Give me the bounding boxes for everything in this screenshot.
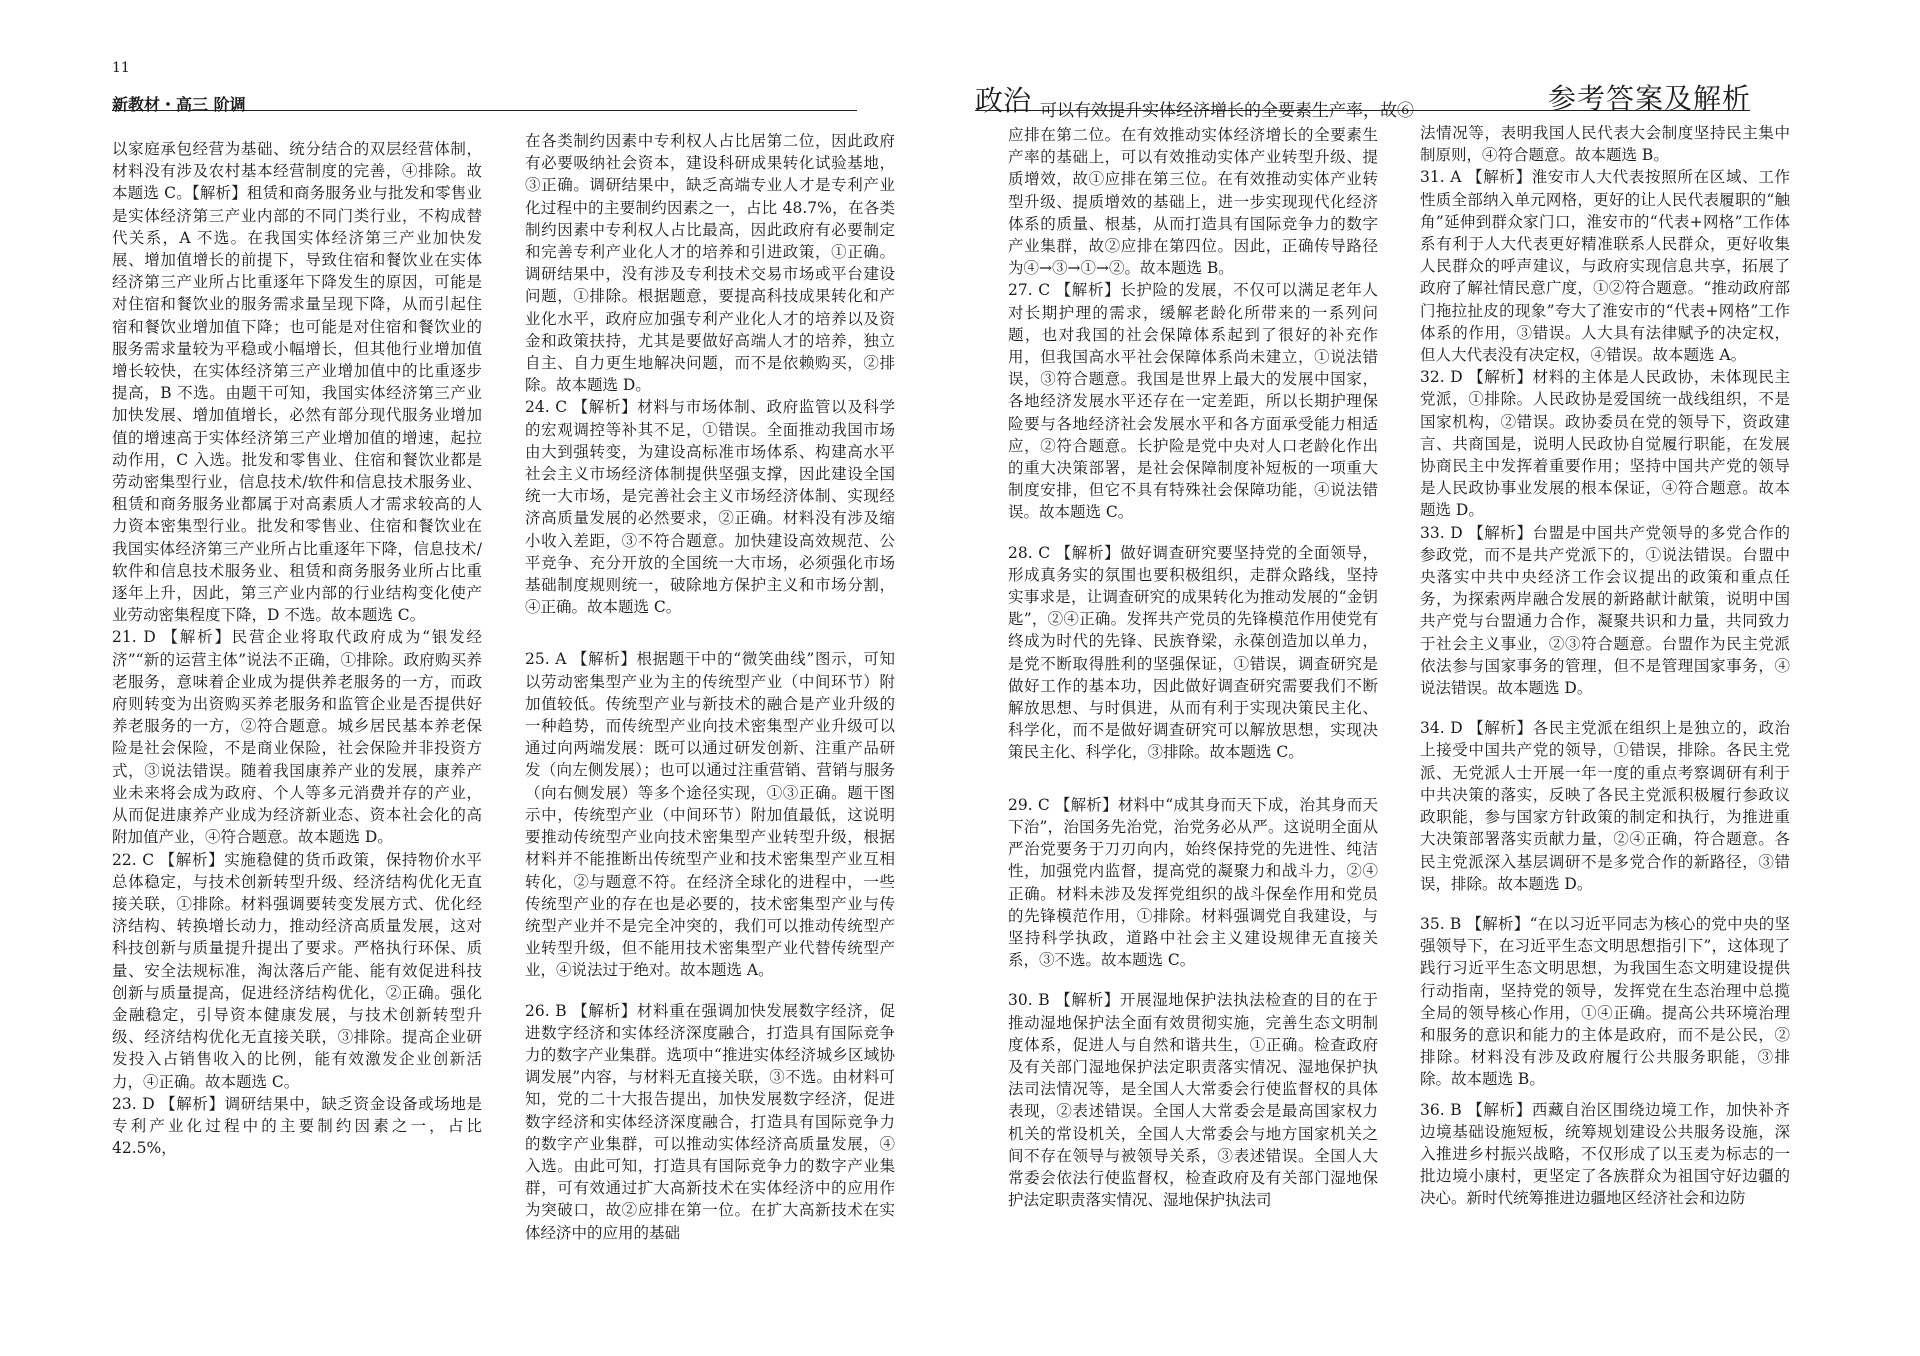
paragraph: 26. B 【解析】材料重在强调加快发展数字经济，促进数字经济和实体经济深度融合，打造具有国际竞争力的数字产业集群。选项中“推进实体经济城乡区域协调发展”内容，与材料无直接关联，③不选。由材料可知，党的二十大报告提出，加快发展数字经济，促进数字经济和实体经济深度融合，打造具有国际竞争力的数字产业集群，可以推动实体经济高质量发展，④入选。由此可知，打造具有国际竞争力的数字产业集群，可有效通过扩大高新技术在实体经济中的应用作为突破口，故②应排在第一位。在扩大高新技术在实体经济中的应用的基础 bbox=[525, 1001, 895, 1242]
header-spill-text: 可以有效提升实体经济增长的全要素生产率，故⑥ bbox=[1040, 101, 1414, 121]
paragraph: 22. C 【解析】实施稳健的货币政策，保持物价水平总体稳定，与技术创新转型升级、经济结构优化无直接关联，①排除。材料强调要转变发展方式、优化经济结构、转换增长动力，推动经济高质量发展，这对科技创新与质量提升提出了要求。严格执行环保、质量、安全法规标准，淘汰落后产能、能有效促进科技创新与质量提高，促进经济结构优化，②正确。强化金融稳定，引导资本健康发展，与技术创新转型升级、经济结构优化无直接关联，③排除。提高企业研发投入占销售收入的比例，能有效激发企业创新活力，④正确。故本题选 C。 bbox=[112, 850, 482, 1091]
header-rule-left bbox=[112, 110, 857, 111]
text-column-4 bbox=[1420, 122, 1790, 1208]
page-number: 11 bbox=[112, 60, 130, 76]
paragraph: 35. B 【解析】“在以习近平同志为核心的党中央的坚强领导下，在习近平生态文明思想指引下”，这体现了践行习近平生态文明思想，为我国生态文明建设提供行动指南，坚持党的领导，发挥党在生态治理中总揽全局的领导核心作用，①④正确。提高公共环境治理和服务的意识和能力的主体是政府，而不是公民，②排除。材料没有涉及政府履行公共服务职能，③排除。故本题选 B。 bbox=[1420, 914, 1790, 1089]
paragraph: 法情况等，表明我国人民代表大会制度坚持民主集中制原则，④符合题意。故本题选 B。 bbox=[1420, 124, 1790, 165]
paragraph: 33. D 【解析】台盟是中国共产党领导的多党合作的参政党，而不是共产党派下的，①说法错误。台盟中央落实中共中央经济工作会议提出的政策和重点任务，为探索两岸融合发展的新路献计献策，说明中国共产党与台盟通力合作，凝聚共识和力量，共同致力于社会主义事业，②③符合题意。台盟作为民主党派依法参与国家事务的管理，但不是管理国家事务，④说法错误。故本题选 D。 bbox=[1420, 523, 1790, 698]
answer-title: 参考答案及解析 bbox=[1548, 82, 1752, 115]
text-column-1 bbox=[112, 138, 482, 1158]
text-column-3 bbox=[1008, 124, 1378, 1210]
paragraph: 32. D 【解析】材料的主体是人民政协，未体现民主党派，①排除。人民政协是爱国统一战线组织，不是国家机构，②错误。政协委员在党的领导下，资政建言、共商国是，说明人民政协自觉履行职能，在发展协商民主中发挥着重要作用；坚持中国共产党的领导是人民政协事业发展的根本保证，④符合题意。故本题选 D。 bbox=[1420, 368, 1790, 520]
paragraph: 36. B 【解析】西藏自治区围绕边境工作，加快补齐边境基础设施短板，统筹规划建设公共服务设施，深入推进乡村振兴战略，不仅形成了以玉麦为标志的一批边境小康村，更坚定了各族群众为祖国守好边疆的决心。新时代统筹推进边疆地区经济社会和边防 bbox=[1420, 1100, 1790, 1208]
paragraph: 25. A 【解析】根据题干中的“微笑曲线”图示，可知以劳动密集型产业为主的传统型产业（中间环节）附加值较低。传统型产业与新技术的融合是产业升级的一种趋势，而传统型产业向技术密集型产业升级可以通过向两端发展：既可以通过研发创新、注重产品研发（向左侧发展）；也可以通过注重营销、营销与服务（向右侧发展）等多个途径实现，①③正确。题干图示中，传统型产业（中间环节）附加值最低，这说明要推动传统型产业向技术密集型产业转型升级，根据材料并不能推断出传统型产业和技术密集型产业互相转化，②与题意不符。在经济全球化的进程中，一些传统型产业的存在也是必要的，技术密集型产业与传统型产业并不是完全冲突的，我们可以推动传统型产业转型升级，但不能用技术密集型产业代替传统型产业，④说法过于绝对。故本题选 A。 bbox=[525, 650, 895, 980]
paragraph: 24. C 【解析】材料与市场体制、政府监管以及科学的宏观调控等补其不足，①错误。全面推动我国市场由大到强转变，为建设高标准市场体系、构建高水平社会主义市场经济体制提供坚强支撑，因此建设全国统一大市场，是完善社会主义市场经济体制、实现经济高质量发展的必然要求，②正确。材料没有涉及缩小收入差距，③不符合题意。加快建设高效规范、公平竞争、充分开放的全国统一大市场，必须强化市场基础制度规则统一，破除地方保护主义和市场分割，④正确。故本题选 C。 bbox=[525, 398, 895, 617]
header-rule-right bbox=[975, 110, 1750, 111]
paragraph: 在各类制约因素中专利权人占比居第二位，因此政府有必要吸纳社会资本，建设科研成果转化试验基地，③正确。调研结果中，缺乏高端专业人才是专利产业化过程中的主要制约因素之一，占比 48.7%，在各类制约因素中专利权人占比最高，因此政府有必要制定和完善专利产业化人才的培养和引进政策，①正确。调研结果中，没有涉及专利技术交易市场或平台建设问题，①排除。根据题意，要提高科技成果转化和产业化水平，政府应加强专利产业化人才的培养以及资金和政策扶持，尤其是要做好高端人才的培养，独立自主、自力更生地解决问题，而不是依赖购买，②排除。故本题选 D。 bbox=[525, 132, 895, 395]
subject-title: 政治 bbox=[975, 84, 1032, 117]
header-left: 新教材・高三 阶调 bbox=[112, 95, 246, 114]
paragraph: 31. A 【解析】淮安市人大代表按照所在区域、工作性质全部纳入单元网格，更好的让人民代表履职的“触角”延伸到群众家门口，淮安市的“代表+网格”工作体系有利于人大代表更好精准联系人民群众，更好收集人民群众的呼声建议，与政府实现信息共享，拓展了政府了解社情民意广度，①②符合题意。“推动政府部门拖拉扯皮的现象”夸大了淮安市的“代表+网格”工作体系的作用，③错误。人大具有法律赋予的决定权，但人大代表没有决定权，④错误。故本题选 A。 bbox=[1420, 168, 1790, 365]
paragraph: 29. C 【解析】材料中“成其身而天下成，治其身而天下治”，治国务先治党，治党务必从严。这说明全面从严治党要务于刀刃向内，始终保持党的先进性、纯洁性，加强党内监督，提高党的凝聚力和战斗力，②④正确。材料未涉及发挥党组织的战斗保垒作用和党员的先锋模范作用，①排除。材料强调党自我建设，与坚持科学执政，道路中社会主义建设规律无直接关系，③不选。故本题选 C。 bbox=[1008, 795, 1378, 970]
paragraph: 23. D 【解析】调研结果中，缺乏资金设备或场地是专利产业化过程中的主要制约因素之一，占比 42.5%， bbox=[112, 1094, 482, 1158]
paragraph: 应排在第二位。在有效推动实体经济增长的全要素生产率的基础上，可以有效推动实体产业转型升级、提质增效，故①应排在第三位。在有效推动实体产业转型升级、提质增效的基础上，进一步实现现代化经济体系的质量、根基，从而打造具有国际竞争力的数字产业集群，故②应排在第四位。因此，正确传导路径为④→③→①→②。故本题选 B。 bbox=[1008, 126, 1378, 278]
paragraph: 28. C 【解析】做好调查研究要坚持党的全面领导，形成真务实的氛围也要积极组织，走群众路线，坚持实事求是，让调查研究的成果转化为推动发展的“金钥匙”，②④正确。发挥共产党员的先锋模范作用使党有终成为时代的先锋、民族脊梁，永葆创造加以单力，是党不断取得胜利的坚强保证，①错误，调查研究是做好工作的基本功，因此做好调查研究需要我们不断解放思想、与时俱进，从而有利于实现决策民主化、科学化，而不是做好调查研究可以解放思想，实现决策民主化、科学化，③排除。故本题选 C。 bbox=[1008, 543, 1378, 762]
paragraph: 21. D 【解析】民营企业将取代政府成为“银发经济”“新的运营主体”说法不正确，①排除。政府购买养老服务，意味着企业成为提供养老服务的一方，而政府则转变为出资购买养老服务和监管企业是否提供好养老服务的一方，②符合题意。城乡居民基本养老保险是社会保险，不是商业保险，社会保险并非投资方式，③说法错误。随着我国康养产业的发展，康养产业未来将会成为政府、个人等多元消费并存的产业，从而促进康养产业成为经济新业态、资本社会化的高附加值产业，④符合题意。故本题选 D。 bbox=[112, 628, 482, 847]
paragraph: 30. B 【解析】开展湿地保护法执法检查的目的在于推动湿地保护法全面有效贯彻实施，完善生态文明制度体系，促进人与自然和谐共生，①正确。检查政府及有关部门湿地保护法定职责落实情况、湿地保护执法司法情况等，是全国人大常委会行使监督权的具体表现，②表述错误。全国人大常委会是最高国家权力机关的常设机关，全国人大常委会与地方国家机关之间不存在领导与被领导关系，③表述错误。全国人大常委会依法行使监督权，检查政府及有关部门湿地保护法定职责落实情况、湿地保护执法司 bbox=[1008, 991, 1378, 1210]
paragraph: 34. D 【解析】各民主党派在组织上是独立的，政治上接受中国共产党的领导，①错误，排除。各民主党派、无党派人士开展一年一度的重点考察调研有利于中共决策的落实，反映了各民主党派积极履行参政议政职能，参与国家方针政策的制定和执行，为推进重大决策部署落实贡献力量，②④正确，符合题意。各民主党派深入基层调研不是多党合作的新路径，③错误，排除。故本题选 D。 bbox=[1420, 719, 1790, 893]
paragraph: 27. C 【解析】长护险的发展，不仅可以满足老年人对长期护理的需求，缓解老龄化所带来的一系列问题，也对我国的社会保障体系起到了很好的补充作用，但我国高水平社会保障体系尚未建立，①说法错误，③符合题意。我国是世界上最大的发展中国家，各地经济发展水平还存在一定差距，所以长期护理保险要与各地经济社会发展水平和各方面承受能力相适应，②符合题意。长护险是党中央对人口老龄化作出的重大决策部署，是社会保障制度补短板的一项重大制度安排，但它不具有特殊社会保障功能，④说法错误。故本题选 C。 bbox=[1008, 281, 1378, 522]
text-column-2 bbox=[525, 130, 895, 1242]
paragraph: 以家庭承包经营为基础、统分结合的双层经营体制，材料没有涉及农村基本经营制度的完善，④排除。故本题选 C。【解析】租赁和商务服务业与批发和零售业是实体经济第三产业内部的不同门类行业，不构成替代关系，A 不选。在我国实体经济第三产业加快发展、增加值增长的前提下，导致住宿和餐饮业在实体经济第三产业所占比重逐年下降发生的原因，可能是对住宿和餐饮业的服务需求量呈现下降，从而引起住宿和餐饮业增加值下降；也可能是对住宿和餐饮业的服务需求量较为平稳或小幅增长，但其他行业增加值增长较快，在实体经济第三产业增加值中的比重逐步提高，B 不选。由题干可知，我国实体经济第三产业加快发展、增加值增长，必然有部分现代服务业增加值的增速高于实体经济第三产业增加值的增速，起拉动作用，C 入选。批发和零售业、住宿和餐饮业都是劳动密集型行业，信息技术/软件和信息技术服务业、租赁和商务服务业都属于对高素质人才需求较高的人力资本密集型行业。批发和零售业、住宿和餐饮业在我国实体经济第三产业所占比重逐年下降，信息技术/软件和信息技术服务业、租赁和商务服务业所占比重逐年上升，因此，第三产业内部的行业结构变化使产业劳动密集程度下降，D 不选。故本题选 C。 bbox=[112, 140, 482, 625]
